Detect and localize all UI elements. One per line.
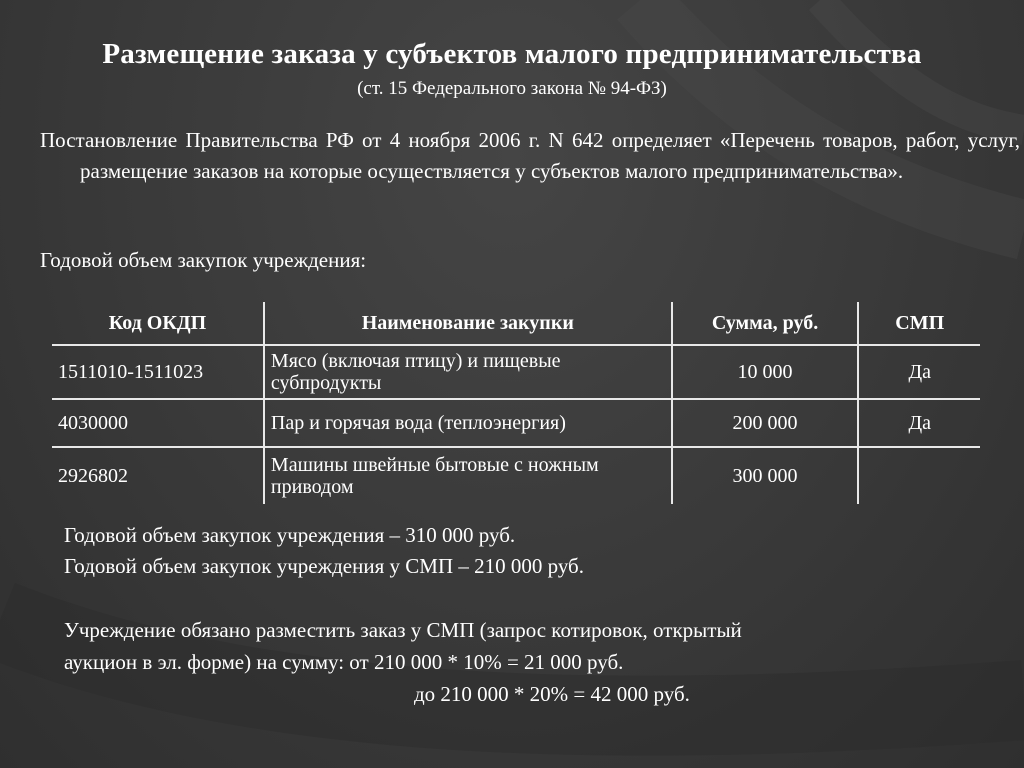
cell-code: 4030000 [52,399,264,447]
slide-subtitle: (ст. 15 Федерального закона № 94-ФЗ) [357,78,667,99]
slide-title: Размещение заказа у субъектов малого предпринимательства [102,38,922,70]
header-smp: СМП [858,302,980,345]
cell-name: Мясо (включая птицу) и пищевые субпродукты [264,345,672,399]
cell-sum: 300 000 [672,447,859,504]
cell-sum: 200 000 [672,399,859,447]
cell-smp: Да [858,345,980,399]
obligation-line-2: аукцион в эл. форме) на сумму: от 210 000 * 10% = 21 000 руб. [64,650,624,674]
table-header-row [52,302,980,345]
header-okdp-code: Код ОКДП [52,302,264,345]
summary-total: Годовой объем закупок учреждения – 310 000 руб. [64,523,516,547]
table-row [52,447,980,504]
procurement-table [52,302,980,504]
summary-smp-total: Годовой объем закупок учреждения у СМП – 210 000 руб. [64,554,584,578]
table-row [52,345,980,399]
obligation-line-3: до 210 000 * 20% = 42 000 руб. [414,682,690,706]
cell-smp [858,447,980,504]
table-row [52,399,980,447]
intro-paragraph: Постановление Правительства РФ от 4 ноября 2006 г. N 642 определяет «Перечень товаров, работ, услуг, размещение заказов на которые осуществляется у субъектов малого предпринимательства». [40,128,1020,183]
header-purchase-name: Наименование закупки [264,302,672,345]
header-sum: Сумма, руб. [672,302,859,345]
cell-name: Машины швейные бытовые с ножным приводом [264,447,672,504]
cell-name: Пар и горячая вода (теплоэнергия) [264,399,672,447]
obligation-line-1: Учреждение обязано разместить заказ у СМП (запрос котировок, открытый [64,618,742,642]
cell-smp: Да [858,399,980,447]
cell-code: 2926802 [58,464,128,487]
summary-block [64,520,584,582]
cell-sum: 10 000 [672,345,859,399]
obligation-block [64,614,742,710]
annual-volume-label: Годовой объем закупок учреждения: [40,248,367,272]
cell-code: 1511010-1511023 [52,345,264,399]
